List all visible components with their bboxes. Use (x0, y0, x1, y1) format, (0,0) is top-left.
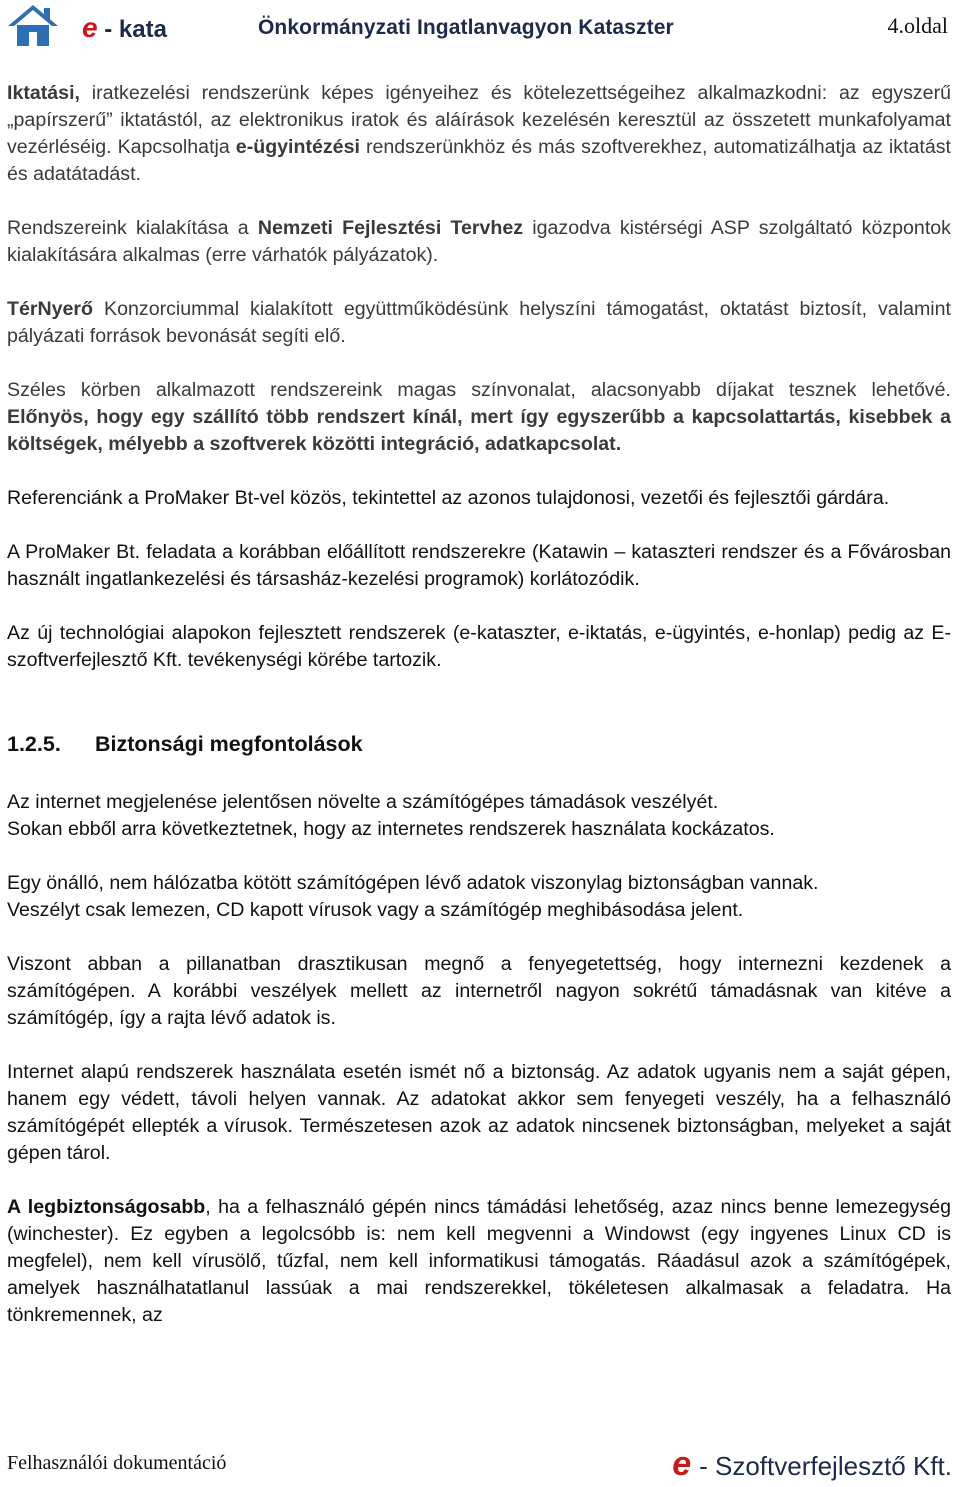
e-kata-logo-text: - kata (104, 16, 167, 43)
footer-logo-e: e (672, 1445, 692, 1483)
paragraph-internet-b: Sokan ebből arra következtetnek, hogy az internetes rendszerek használata kockázatos. (7, 818, 775, 840)
bold-term: A legbiztonságosabb (7, 1196, 206, 1218)
paragraph-text: Rendszereink kialakítása a (7, 217, 258, 239)
paragraph-onallo-a: Egy önálló, nem hálózatba kötött számítógépen lévő adatok viszonylag biztonságban vannak. (7, 872, 819, 894)
document-body (7, 80, 951, 1356)
section-heading (7, 729, 951, 759)
paragraph-text: Széles körben alkalmazott rendszereink magas színvonalat, alacsonyabb díjakat tesznek lehetővé. (7, 379, 951, 401)
bold-term: TérNyerő (7, 298, 94, 320)
paragraph-iktatas (7, 80, 951, 188)
bold-term: Nemzeti Fejlesztési Tervhez (257, 217, 524, 239)
paragraph-text: rendszerünkhöz és más szoftverekhez, automatizálhatja az iktatást és adatátadást. (7, 136, 951, 185)
home-icon (6, 2, 60, 48)
bold-term: Iktatási, (7, 82, 80, 104)
footer-doc-title: Felhasználói dokumentáció (7, 1452, 227, 1474)
page-number: 4.oldal (887, 13, 948, 38)
paragraph-internet-a: Az internet megjelenése jelentősen növelte a számítógépes támadások veszélyét. (7, 791, 719, 813)
section-number: 1.2.5. (7, 732, 61, 756)
e-kata-logo-e: e (82, 12, 98, 43)
paragraph-referencia: Referenciánk a ProMaker Bt-vel közös, tekintettel az azonos tulajdonosi, vezetői és fejlesztői gárdára. (7, 487, 890, 509)
page-header (0, 0, 960, 52)
bold-term: e-ügyintézési (235, 136, 360, 158)
e-kata-logo (82, 12, 168, 44)
paragraph-text: Konzorciummal kialakított együttműködésünk helyszíni támogatást, oktatást biztosít, valamint pályázati források bevonását segíti elő. (7, 298, 951, 347)
paragraph-legbiztonsagosabb (7, 1194, 951, 1329)
paragraph-elonyok (7, 377, 951, 458)
page-footer (0, 1440, 960, 1487)
paragraph-promaker: A ProMaker Bt. feladata a korábban előállított rendszerekre (Katawin – kataszteri rendszer és a Fővárosban használt ingatlankezelési és társasház-kezelési programok) korlátozódik. (7, 541, 951, 590)
paragraph-internet-alapu: Internet alapú rendszerek használata esetén ismét nő a biztonság. Az adatok ugyanis nem a saját gépen, hanem egy védett, távoli helyen vannak. Az adatokat akkor sem fenyegeti veszély, ha a felhasználó számítógépét ellepték a vírusok. Természetesen azok az adatok nincsenek biztonságban, melyeket a saját gépen tárol. (7, 1061, 951, 1164)
paragraph-text: , ha a felhasználó gépén nincs támádási lehetőség, azaz nincs benne lemezegység (winchester). Ez egyben a legolcsóbb is: nem kell megvenni a Windowst (egy ingyenes Linux CD is megfelel), nem kell vírusölő, tűzfal, nem kell informatikusi támogatás. Ráadásul azok a számítógépek, amelyek használhatatlanul lassúak a mai rendszerekkel, tökéletesen alkalmasak a feladatra. Ha tönkremennek, az (7, 1196, 952, 1326)
e-szoftverfejleszto-logo (672, 1444, 952, 1484)
paragraph-text: iratkezelési rendszerünk képes igényeihez és kötelezettségeihez alkalmazkodni: az egyszerű „papírszerű” iktatástól, az elektronikus iratok és aláírások kezelésén keresztül az összetett munkafolyamat vezérléséig. Kapcsolhatja (7, 82, 951, 158)
header-title: Önkormányzati Ingatlanvagyon Kataszter (258, 16, 674, 39)
paragraph-onallo-b: Veszélyt csak lemezen, CD kapott vírusok vagy a számítógép meghibásodása jelent. (7, 899, 744, 921)
bold-term: Előnyös, hogy egy szállító több rendszert kínál, mert így egyszerűbb a kapcsolattartás, kisebbek a költségek, mélyebb a szoftverek közötti integráció, adatkapcsolat. (7, 406, 951, 455)
paragraph-ternyero (7, 296, 951, 350)
paragraph-text: igazodva kistérségi ASP szolgáltató központok kialakítására alkalmas (erre várhatók pályázatok). (7, 217, 951, 266)
footer-logo-text: - Szoftverfejlesztő Kft. (699, 1451, 952, 1481)
section-title: Biztonsági megfontolások (95, 732, 363, 756)
paragraph-uj-technologia: Az új technológiai alapokon fejlesztett rendszerek (e-kataszter, e-iktatás, e-ügyintés, e-honlap) pedig az E-szoftverfejlesztő Kft. tevékenységi körébe tartozik. (7, 622, 951, 671)
paragraph-viszont: Viszont abban a pillanatban drasztikusan megnő a fenyegetettség, hogy internezni kezdenek a számítógépen. A korábbi veszélyek mellett az internetről nagyon sokrétű támadásnak van kitéve a számítógép, így a rajta lévő adatok is. (7, 953, 951, 1029)
paragraph-nft (7, 215, 951, 269)
